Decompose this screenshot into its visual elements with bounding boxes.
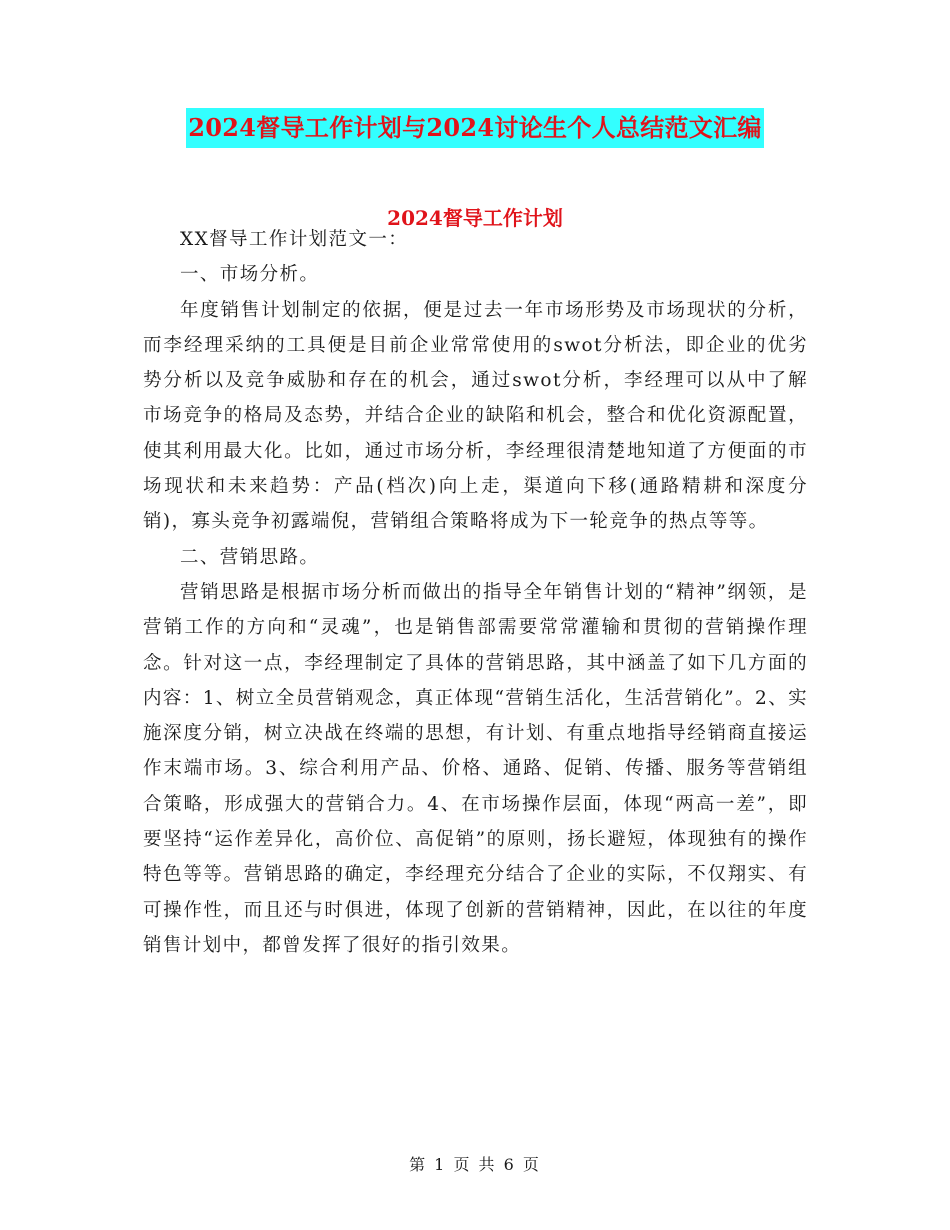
paragraph-marketing-approach: 营销思路是根据市场分析而做出的指导全年销售计划的“精神”纲领，是营销工作的方向和“灵魂”，也是销售部需要常常灌输和贯彻的营销操作理念。针对这一点，李经理制定了具体的营销思路，其中涵盖了如下几方面的内容：1、树立全员营销观念，真正体现“营销生活化，生活营销化”。2、实施深度分销，树立决战在终端的思想，有计划、有重点地指导经销商直接运作末端市场。3、综合利用产品、价格、通路、促销、传播、服务等营销组合策略，形成强大的营销合力。4、在市场操作层面，体现“两高一差”，即要坚持“运作差异化，高价位、高促销”的原则，扬长避短，体现独有的操作特色等等。营销思路的确定，李经理充分结合了企业的实际，不仅翔实、有可操作性，而且还与时俱进，体现了创新的营销精神，因此，在以往的年度销售计划中，都曾发挥了很好的指引效果。 — [143, 581, 808, 956]
paragraph-heading-marketing-approach: 二、营销思路。 — [180, 546, 320, 568]
document-body — [143, 222, 808, 963]
document-title-container — [0, 108, 950, 148]
document-title: 2024督导工作计划与2024讨论生个人总结范文汇编 — [186, 108, 763, 148]
page-footer: 第 1 页 共 6 页 — [409, 1155, 541, 1174]
section-heading: 2024督导工作计划 — [387, 206, 563, 230]
paragraph-intro: XX督导工作计划范文一： — [180, 229, 409, 250]
paragraph-market-analysis: 年度销售计划制定的依据，便是过去一年市场形势及市场现状的分析，而李经理采纳的工具便是目前企业常常使用的swot分析法，即企业的优劣势分析以及竞争威胁和存在的机会，通过swot分析，李经理可以从中了解市场竞争的格局及态势，并结合企业的缺陷和机会，整合和优化资源配置，使其利用最大化。比如，通过市场分析，李经理很清楚地知道了方便面的市场现状和未来趋势：产品(档次)向上走，渠道向下移(通路精耕和深度分销)，寡头竞争初露端倪，营销组合策略将成为下一轮竞争的热点等等。 — [143, 299, 808, 533]
paragraph-heading-market-analysis: 一、市场分析。 — [180, 264, 320, 286]
